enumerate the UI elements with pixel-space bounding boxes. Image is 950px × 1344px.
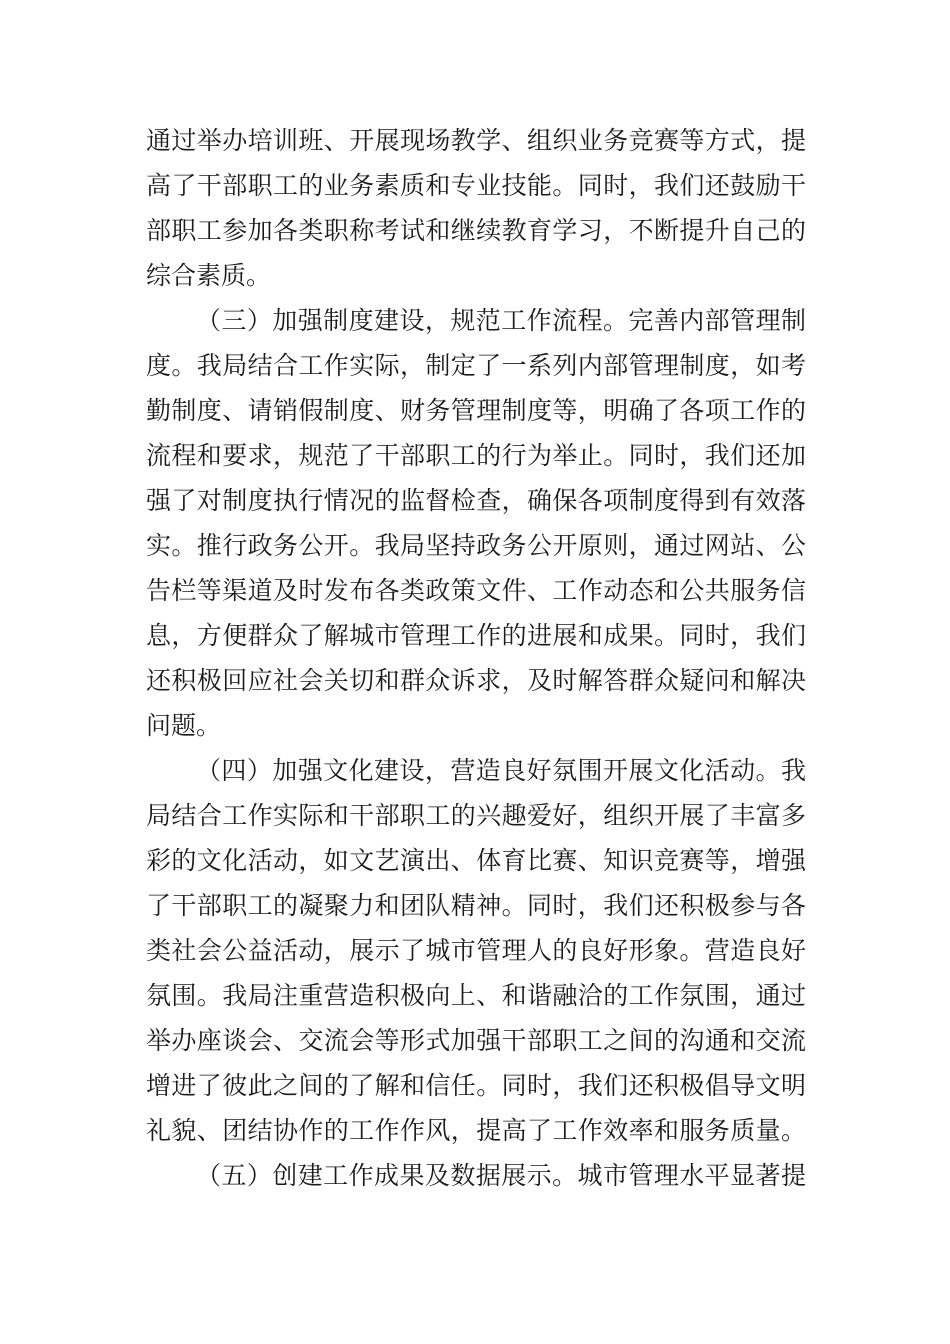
- section-heading-3: （三）加强制度建设，规范工作流程。完善内部管理制: [196, 306, 806, 335]
- section-heading-4: （四）加强文化建设，营造良好氛围开展文化活动。我: [196, 756, 806, 785]
- text-line-6: 度。我局结合工作实际，制定了一系列内部管理制度，如考: [146, 351, 806, 380]
- text-line-2: 高了干部职工的业务素质和专业技能。同时，我们还鼓励干: [146, 171, 806, 200]
- text-line-13: 还积极回应社会关切和群众诉求，及时解答群众疑问和解决: [146, 666, 806, 695]
- text-line-16: 局结合工作实际和干部职工的兴趣爱好，组织开展了丰富多: [146, 801, 806, 830]
- text-line-10: 实。推行政务公开。我局坚持政务公开原则，通过网站、公: [146, 531, 806, 560]
- text-line-22: 增进了彼此之间的了解和信任。同时，我们还积极倡导文明: [146, 1071, 806, 1100]
- text-line-12: 息，方便群众了解城市管理工作的进展和成果。同时，我们: [146, 621, 806, 650]
- text-line-11: 告栏等渠道及时发布各类政策文件、工作动态和公共服务信: [146, 576, 806, 605]
- text-line-7: 勤制度、请销假制度、财务管理制度等，明确了各项工作的: [146, 396, 806, 425]
- text-line-20: 氛围。我局注重营造积极向上、和谐融洽的工作氛围，通过: [146, 981, 806, 1010]
- text-line-14: 问题。: [146, 711, 222, 740]
- text-line-9: 强了对制度执行情况的监督检查，确保各项制度得到有效落: [146, 486, 806, 515]
- text-line-19: 类社会公益活动，展示了城市管理人的良好形象。营造良好: [146, 936, 806, 965]
- text-line-1: 通过举办培训班、开展现场教学、组织业务竞赛等方式，提: [146, 126, 806, 155]
- text-line-17: 彩的文化活动，如文艺演出、体育比赛、知识竞赛等，增强: [146, 846, 806, 875]
- text-line-21: 举办座谈会、交流会等形式加强干部职工之间的沟通和交流: [146, 1026, 806, 1055]
- text-line-18: 了干部职工的凝聚力和团队精神。同时，我们还积极参与各: [146, 891, 806, 920]
- text-line-23: 礼貌、团结协作的工作作风，提高了工作效率和服务质量。: [146, 1116, 806, 1145]
- text-line-8: 流程和要求，规范了干部职工的行为举止。同时，我们还加: [146, 441, 806, 470]
- section-heading-5: （五）创建工作成果及数据展示。城市管理水平显著提: [196, 1161, 806, 1190]
- text-line-4: 综合素质。: [146, 261, 272, 290]
- text-line-3: 部职工参加各类职称考试和继续教育学习，不断提升自己的: [146, 216, 806, 245]
